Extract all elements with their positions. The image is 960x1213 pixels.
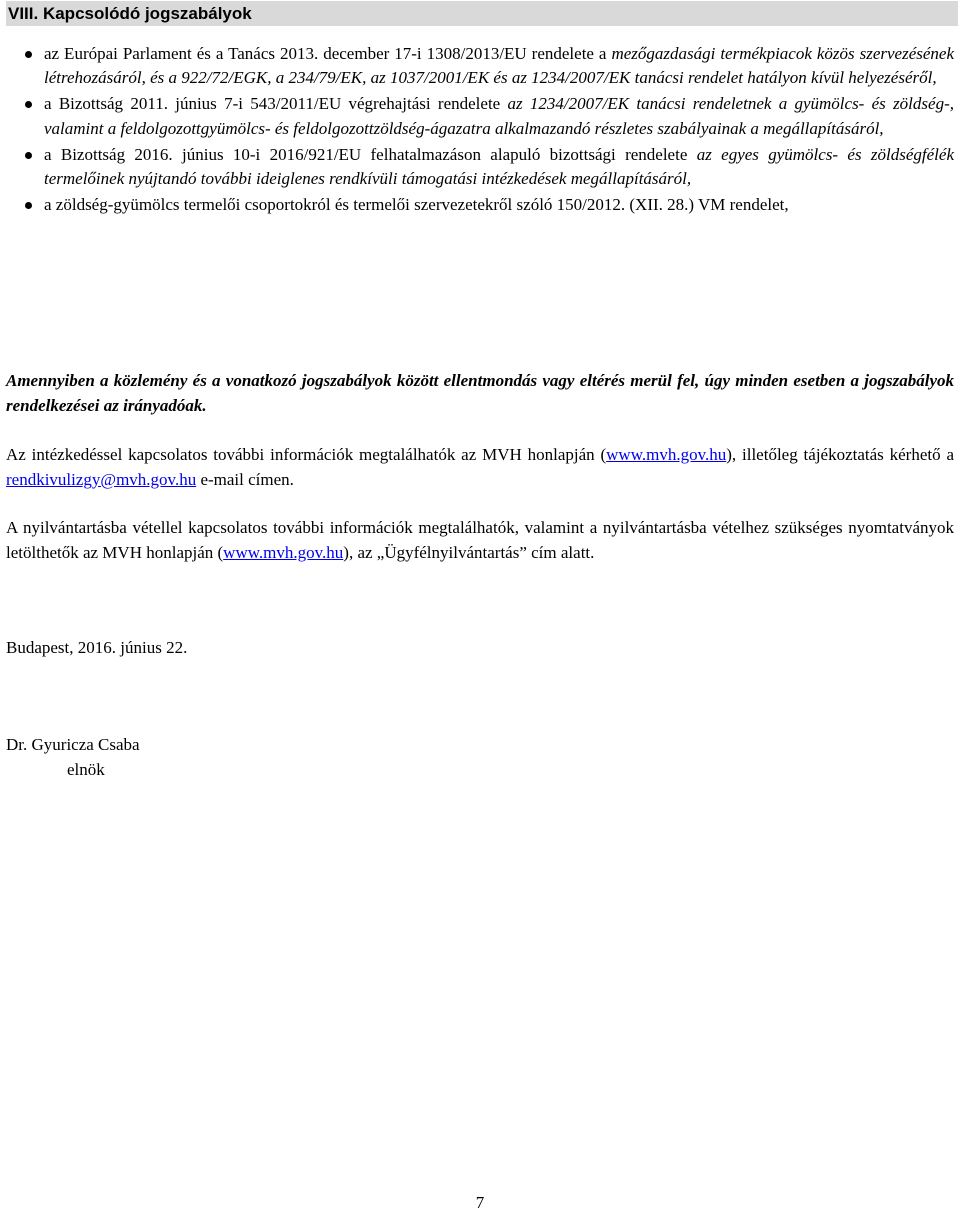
info-text: A nyilvántartásba vétellel kapcsolatos további információk megtalálhatók, valamint a nyilvántartásba vételhez szükséges nyomtatványok letölthetők az MVH honlapján ( bbox=[6, 518, 954, 562]
law-text: a Bizottság 2016. június 10-i 2016/921/EU felhatalmazáson alapuló bizottsági rendelete bbox=[44, 144, 697, 164]
info-text: Az intézkedéssel kapcsolatos további információk megtalálhatók az MVH honlapján ( bbox=[6, 445, 607, 464]
law-text: a zöldség-gyümölcs termelői csoportokról és termelői szervezetekről szóló 150/2012. (XII. 28.) VM rendelet, bbox=[44, 195, 789, 215]
list-item bbox=[6, 143, 954, 191]
disclaimer: Amennyiben a közlemény és a vonatkozó jogszabályok között ellentmondás vagy eltérés merül fel, úgy minden esetben a jogszabályok rendelkezései az irányadóak. bbox=[6, 371, 954, 415]
law-title: mezőgazdasági termékpiacok közös szervezésének létrehozásáról, és a 922/72/EGK, a 234/79/EK, az 1037/2001/EK és az 1234/2007/EK tanácsi rendelet hatályon kívül helyezéséről, bbox=[44, 44, 954, 88]
bullet-icon bbox=[25, 51, 32, 58]
list-item bbox=[6, 42, 954, 90]
info-paragraph-contact bbox=[6, 443, 954, 492]
website-link[interactable]: www.mvh.gov.hu bbox=[606, 445, 727, 464]
bullet-icon bbox=[25, 152, 32, 159]
info-text: ), illetőleg tájékoztatás kérhető a bbox=[726, 445, 954, 464]
section-heading: VIII. Kapcsolódó jogszabályok bbox=[6, 1, 958, 26]
list-item bbox=[6, 92, 954, 140]
info-text: ), az „Ügyfélnyilvántartás” cím alatt. bbox=[343, 542, 595, 562]
signer-name: Dr. Gyuricza Csaba bbox=[6, 735, 140, 754]
signer-title: elnök bbox=[67, 760, 105, 779]
document-page bbox=[6, 0, 954, 1213]
law-text: a Bizottság 2011. június 7-i 543/2011/EU végrehajtási rendelete bbox=[44, 94, 508, 114]
website-link[interactable]: www.mvh.gov.hu bbox=[223, 542, 344, 562]
related-laws-list bbox=[6, 42, 954, 219]
bullet-icon bbox=[25, 101, 32, 108]
law-text: az Európai Parlament és a Tanács 2013. december 17-i 1308/2013/EU rendelete a bbox=[44, 44, 612, 63]
law-title: az 1234/2007/EK tanácsi rendeletnek a gyümölcs- és zöldség-, valamint a feldolgozottgyümölcs- és feldolgozottzöldség-ágazatra alkalmazandó részletes szabályainak a megállapításáról, bbox=[44, 94, 954, 138]
place-and-date: Budapest, 2016. június 22. bbox=[6, 638, 188, 657]
info-paragraph-registration bbox=[6, 516, 954, 565]
bullet-icon bbox=[25, 202, 32, 209]
list-item bbox=[6, 193, 954, 217]
law-title: az egyes gyümölcs- és zöldségfélék termelőinek nyújtandó további ideiglenes rendkívüli támogatási intézkedések megállapításáról, bbox=[44, 144, 954, 189]
page-number: 7 bbox=[475, 1193, 485, 1212]
email-link[interactable]: rendkivulizgy@mvh.gov.hu bbox=[6, 469, 197, 489]
info-text: e-mail címen. bbox=[196, 469, 294, 489]
